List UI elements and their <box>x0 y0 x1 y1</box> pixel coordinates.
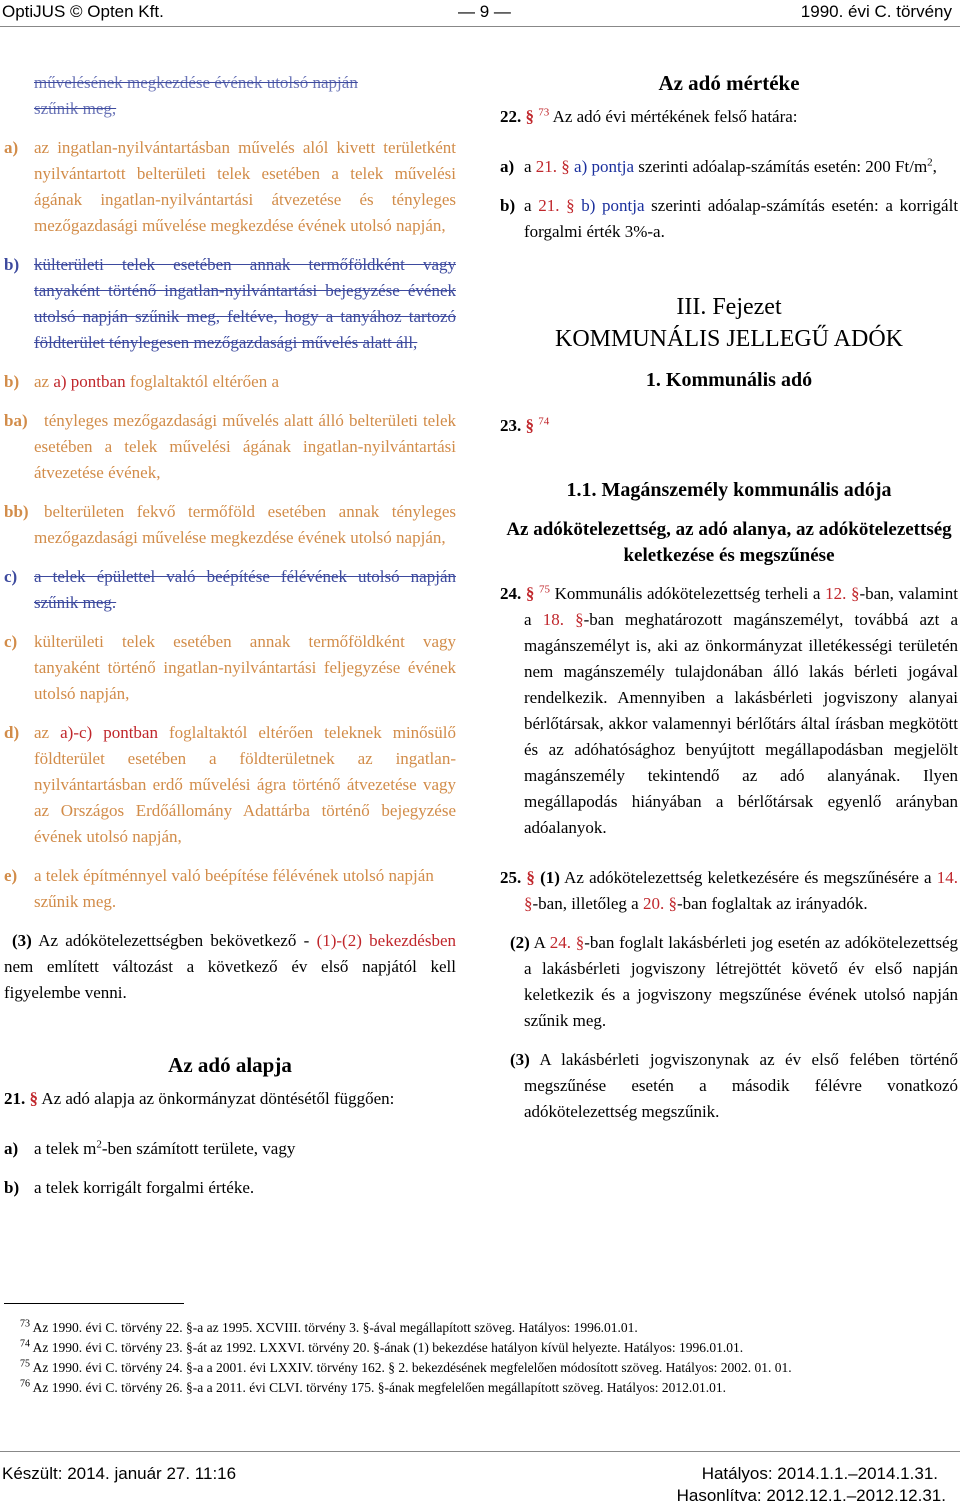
footnote: $^{73}$ Az 1990. évi C. törvény 22. §-a az 1995. XCVIII. törvény 3. §-ával megállapított szöveg. Hatályos: 1996.01.01. <box>20 1318 638 1335</box>
right-column <box>500 70 958 1125</box>
section-22: 22. § $^{73}$ Az adó évi mértékének felső határa: <box>500 106 798 126</box>
point-bb <box>4 499 456 551</box>
cross-reference-link[interactable]: 14. <box>936 868 958 887</box>
section-heading-ado-merteke: Az adó mértéke <box>658 71 800 95</box>
footer-compared: Hasonlítva: 2012.12.1.–2012.12.31. <box>676 1486 946 1505</box>
left-column <box>4 70 456 1201</box>
point-b-new: b) az a) pontban foglaltaktól eltérően a <box>4 369 456 395</box>
cross-reference-link[interactable]: 12. <box>825 584 847 603</box>
footnote-divider <box>4 1303 184 1304</box>
page-footer <box>0 1462 960 1506</box>
point-e <box>4 863 456 915</box>
point-b-repealed <box>4 252 456 356</box>
footer-created: Készült: 2014. január 27. 11:16 <box>2 1464 237 1483</box>
point-21-b: b) a telek korrigált forgalmi értéke. <box>4 1178 255 1197</box>
point-d: d) az a)-c) pontban foglaltaktól eltérően teleknek minősülő földterület esetében a földterületnek az ingatlan-nyilvántartásban erdő művelési ágra történő átvezetése vagy az Országos Erdőállomány Adattárba történő bejegyzése évének utolsó napján, <box>4 720 456 850</box>
point-label: a) <box>4 138 19 157</box>
footnote-ref[interactable]: 73 <box>538 106 550 119</box>
point-label: b) <box>4 372 20 391</box>
point-21-a: a) a telek $m^2$-ben számított területe, vagy <box>4 1138 296 1158</box>
point-c-new <box>4 629 456 707</box>
subchapter-heading: 1. Kommunális adó <box>645 369 813 391</box>
point-text: a telek építménnyel való beépítése félévének utolsó napján <box>34 866 434 885</box>
subsection-heading: 1.1. Magánszemély kommunális adója <box>566 479 892 501</box>
footnote: $^{76}$ Az 1990. évi C. törvény 26. §-a a 2011. évi CLVI. törvény 175. §-ának megfelelően megállapított szöveg. Hatályos: 2012.01.01. <box>20 1378 726 1395</box>
paragraph-3: (3) Az adókötelezettségben bekövetkező - (1)-(2) bekezdésben nem említett változást a következő év első napjától kell figyelembe venni. <box>4 931 457 1002</box>
section-25: 25. § (1) Az adókötelezettség keletkezésére és megszűnésére a 14. §-ban, illetőleg a 20. §-ban foglaltak az irányadók. <box>500 868 958 913</box>
section-25-paragraph-3: (3) A lakásbérleti jogviszonynak az év első felében történő megszűnése esetén a második félévre vonatkozó adókötelezettség megszűnik. <box>510 1050 958 1121</box>
point-text: szűnik meg. <box>34 892 117 911</box>
cross-reference-link[interactable]: b) pontja <box>581 196 645 215</box>
cross-reference-link[interactable]: a)-c) pontban <box>60 723 158 742</box>
footnote-ref[interactable]: 75 <box>538 583 550 596</box>
cross-reference-link[interactable]: 24. <box>549 933 571 952</box>
point-ba <box>4 408 456 486</box>
point-label: ba) <box>4 411 28 430</box>
point-a <box>4 135 456 239</box>
cross-reference-link[interactable]: a) pontja <box>574 157 634 176</box>
footnote-ref[interactable]: 74 <box>538 415 550 428</box>
cross-reference-link[interactable]: (1)-(2) bekezdésben <box>316 931 457 950</box>
cross-reference-link[interactable]: 18. <box>542 610 564 629</box>
header-page-number: — 9 — <box>458 2 511 21</box>
chapter-number: III. Fejezet <box>676 294 782 320</box>
subsection-subheading: Az adókötelezettség, az adó alanya, az adókötelezettség keletkezése és megszűnése <box>506 519 952 566</box>
header-publisher: OptiJUS © Opten Kft. <box>2 2 164 21</box>
header-law-title: 1990. évi C. törvény <box>800 2 952 21</box>
footnote: $^{74}$ Az 1990. évi C. törvény 23. §-át az 1992. LXXVI. törvény 20. §-ának (1) bekezdése hatályon kívül helyezte. Hatályos: 1996.01.01. <box>20 1338 744 1355</box>
point-label: c) <box>4 567 18 586</box>
point-label: b) <box>4 255 20 274</box>
paragraph-label: (3) <box>12 931 32 950</box>
point-label: d) <box>4 723 20 742</box>
footnotes <box>4 1318 956 1398</box>
section-24: 24. § $^{75}$ Kommunális adókötelezettség terheli a 12. §-ban, valamint a 18. §-ban meghatározott magánszemélyt, továbbá azt a magánszemélyt is, aki az önkormányzat illetékességi területén nem magánszemély tulajdonában álló lakás bérleti jogával rendelkezik. Amennyiben a lakásbérleti jogviszony alanyai bérlőtársak, akkor valamennyi bérlőtárs által írásban megkötött és az adóhatósághoz benyújtott megállapodásban megjelölt magánszemély tekintendő az adó alanyának. Ilyen megállapodás hiányában a bérlőtársak egyenlő arányban adóalanyok. <box>500 583 959 837</box>
page-header <box>0 0 960 24</box>
point-text: a telek épülettel való beépítése félévének utolsó napján szűnik meg. <box>34 567 456 612</box>
point-c-repealed <box>4 564 456 616</box>
point-22-b: b) a 21. § b) pontja szerinti adóalap-számítás esetén: a korrigált forgalmi érték 3%-a. <box>500 196 959 241</box>
cross-reference-link[interactable]: 21. <box>538 196 560 215</box>
point-text: külterületi telek esetében annak termőföldként vagy tanyaként történő ingatlan-nyilvántartási feljegyzése évének utolsó napján, <box>34 632 456 703</box>
repealed-text-line: művelésének megkezdése évének utolsó napján <box>34 73 358 92</box>
point-label: c) <box>4 632 18 651</box>
section-heading-ado-alapja: Az adó alapja <box>168 1053 292 1077</box>
header-divider <box>0 26 960 27</box>
point-text: külterületi telek esetében annak termőföldként vagy tanyaként történő ingatlan-nyilvántartási bejegyzése évének utolsó napján szűnik meg, feltéve, hogy a tanyához tartozó földterület ténylegesen mezőgazdasági művelés alatt áll, <box>34 255 456 352</box>
cross-reference-link[interactable]: a) pontban <box>53 372 126 391</box>
cross-reference-link[interactable]: 20. <box>642 894 665 913</box>
point-text: tényleges mezőgazdasági művelés alatt álló belterületi telek esetében a telek művelési ágának ingatlan-nyilvántartási átvezetése évének, <box>34 411 456 482</box>
cross-reference-link[interactable]: 21. <box>535 157 558 176</box>
point-text: belterületen fekvő termőföld esetében annak tényleges mezőgazdasági művelése megkezdése évének utolsó napján, <box>34 502 456 547</box>
repealed-text-line: szűnik meg, <box>34 99 117 118</box>
footer-effective: Hatályos: 2014.1.1.–2014.1.31. <box>701 1464 938 1483</box>
footer-divider <box>0 1451 960 1452</box>
point-text: az ingatlan-nyilvántartásban művelés alól kivett területként nyilvántartott belterületi telek esetében a telek művelési ágának ingatlan-nyilvántartási átvezetése és tényleges mezőgazdasági művelése megkezdése évének utolsó napján, <box>34 138 456 235</box>
section-23: 23. § $^{74}$ <box>500 415 550 435</box>
point-label: e) <box>4 866 18 885</box>
point-22-a: a) a 21. § a) pontja szerinti adóalap-számítás esetén: 200 $Ft/m^2$, <box>500 156 937 176</box>
point-label: bb) <box>4 502 29 521</box>
section-25-paragraph-2: (2) A 24. §-ban foglalt lakásbérleti jog esetén az adókötelezettség a lakásbérleti jogviszony létrejöttét követő év első napján keletkezik és a jogviszony megszűnése évének utolsó napján szűnik meg. <box>510 933 959 1030</box>
section-21: 21. § Az adó alapja az önkormányzat döntésétől függően: <box>4 1089 395 1108</box>
footnote: $^{75}$ Az 1990. évi C. törvény 24. §-a a 2001. évi LXXIV. törvény 162. § 2. bekezdésének megfelelően módosított szöveg. Hatályos: 2002. 01. 01. <box>20 1358 792 1375</box>
chapter-title: KOMMUNÁLIS JELLEGŰ ADÓK <box>555 326 903 352</box>
